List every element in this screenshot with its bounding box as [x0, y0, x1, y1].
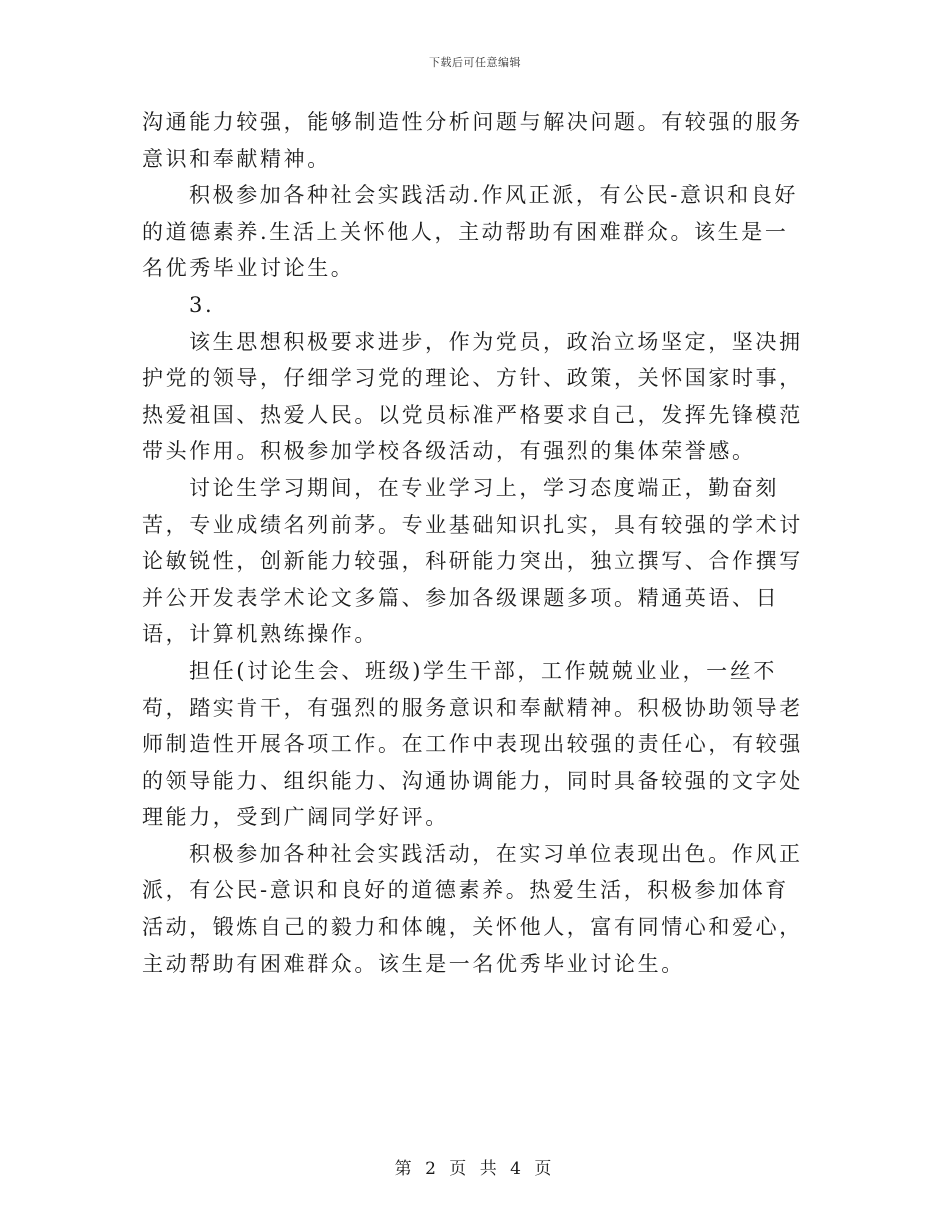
section-number: 3.	[189, 292, 215, 317]
paragraph-work: 担任(讨论生会、班级)学生干部，工作兢兢业业，一丝不苟，踏实肯干，有强烈的服务意识和奉献精神。积极协助领导老师制造性开展各项工作。在工作中表现出较强的责任心，有较强的领导能力、组织能力、沟通协调能力，同时具备较强的文字处理能力，受到广阔同学好评。	[142, 658, 803, 830]
paragraph-social-practice-2: 积极参加各种社会实践活动，在实习单位表现出色。作风正派，有公民-意识和良好的道德素养。热爱生活，积极参加体育活动，锻炼自己的毅力和体魄，关怀他人，富有同情心和爱心，主动帮助有困难群众。该生是一名优秀毕业讨论生。	[142, 841, 803, 976]
paragraph-social-practice-1: 积极参加各种社会实践活动.作风正派，有公民-意识和良好的道德素养.生活上关怀他人，主动帮助有困难群众。该生是一名优秀毕业讨论生。	[142, 183, 798, 281]
paragraph-continuation: 沟通能力较强，能够制造性分析问题与解决问题。有较强的服务意识和奉献精神。	[142, 110, 803, 171]
paragraph-study: 讨论生学习期间，在专业学习上，学习态度端正，勤奋刻苦，专业成绩名列前茅。专业基础知识扎实，具有较强的学术讨论敏锐性，创新能力较强，科研能力突出，独立撰写、合作撰写并公开发表学术论文多篇、参加各级课题多项。精通英语、日语，计算机熟练操作。	[142, 475, 803, 647]
document-body	[142, 104, 810, 982]
header-note: 下载后可任意编辑	[429, 56, 521, 69]
page-number: 第 2 页 共 4 页	[394, 1159, 556, 1179]
paragraph-political: 该生思想积极要求进步，作为党员，政治立场坚定，坚决拥护党的领导，仔细学习党的理论、方针、政策，关怀国家时事，热爱祖国、热爱人民。以党员标准严格要求自己，发挥先锋模范带头作用。积极参加学校各级活动，有强烈的集体荣誉感。	[142, 329, 803, 464]
